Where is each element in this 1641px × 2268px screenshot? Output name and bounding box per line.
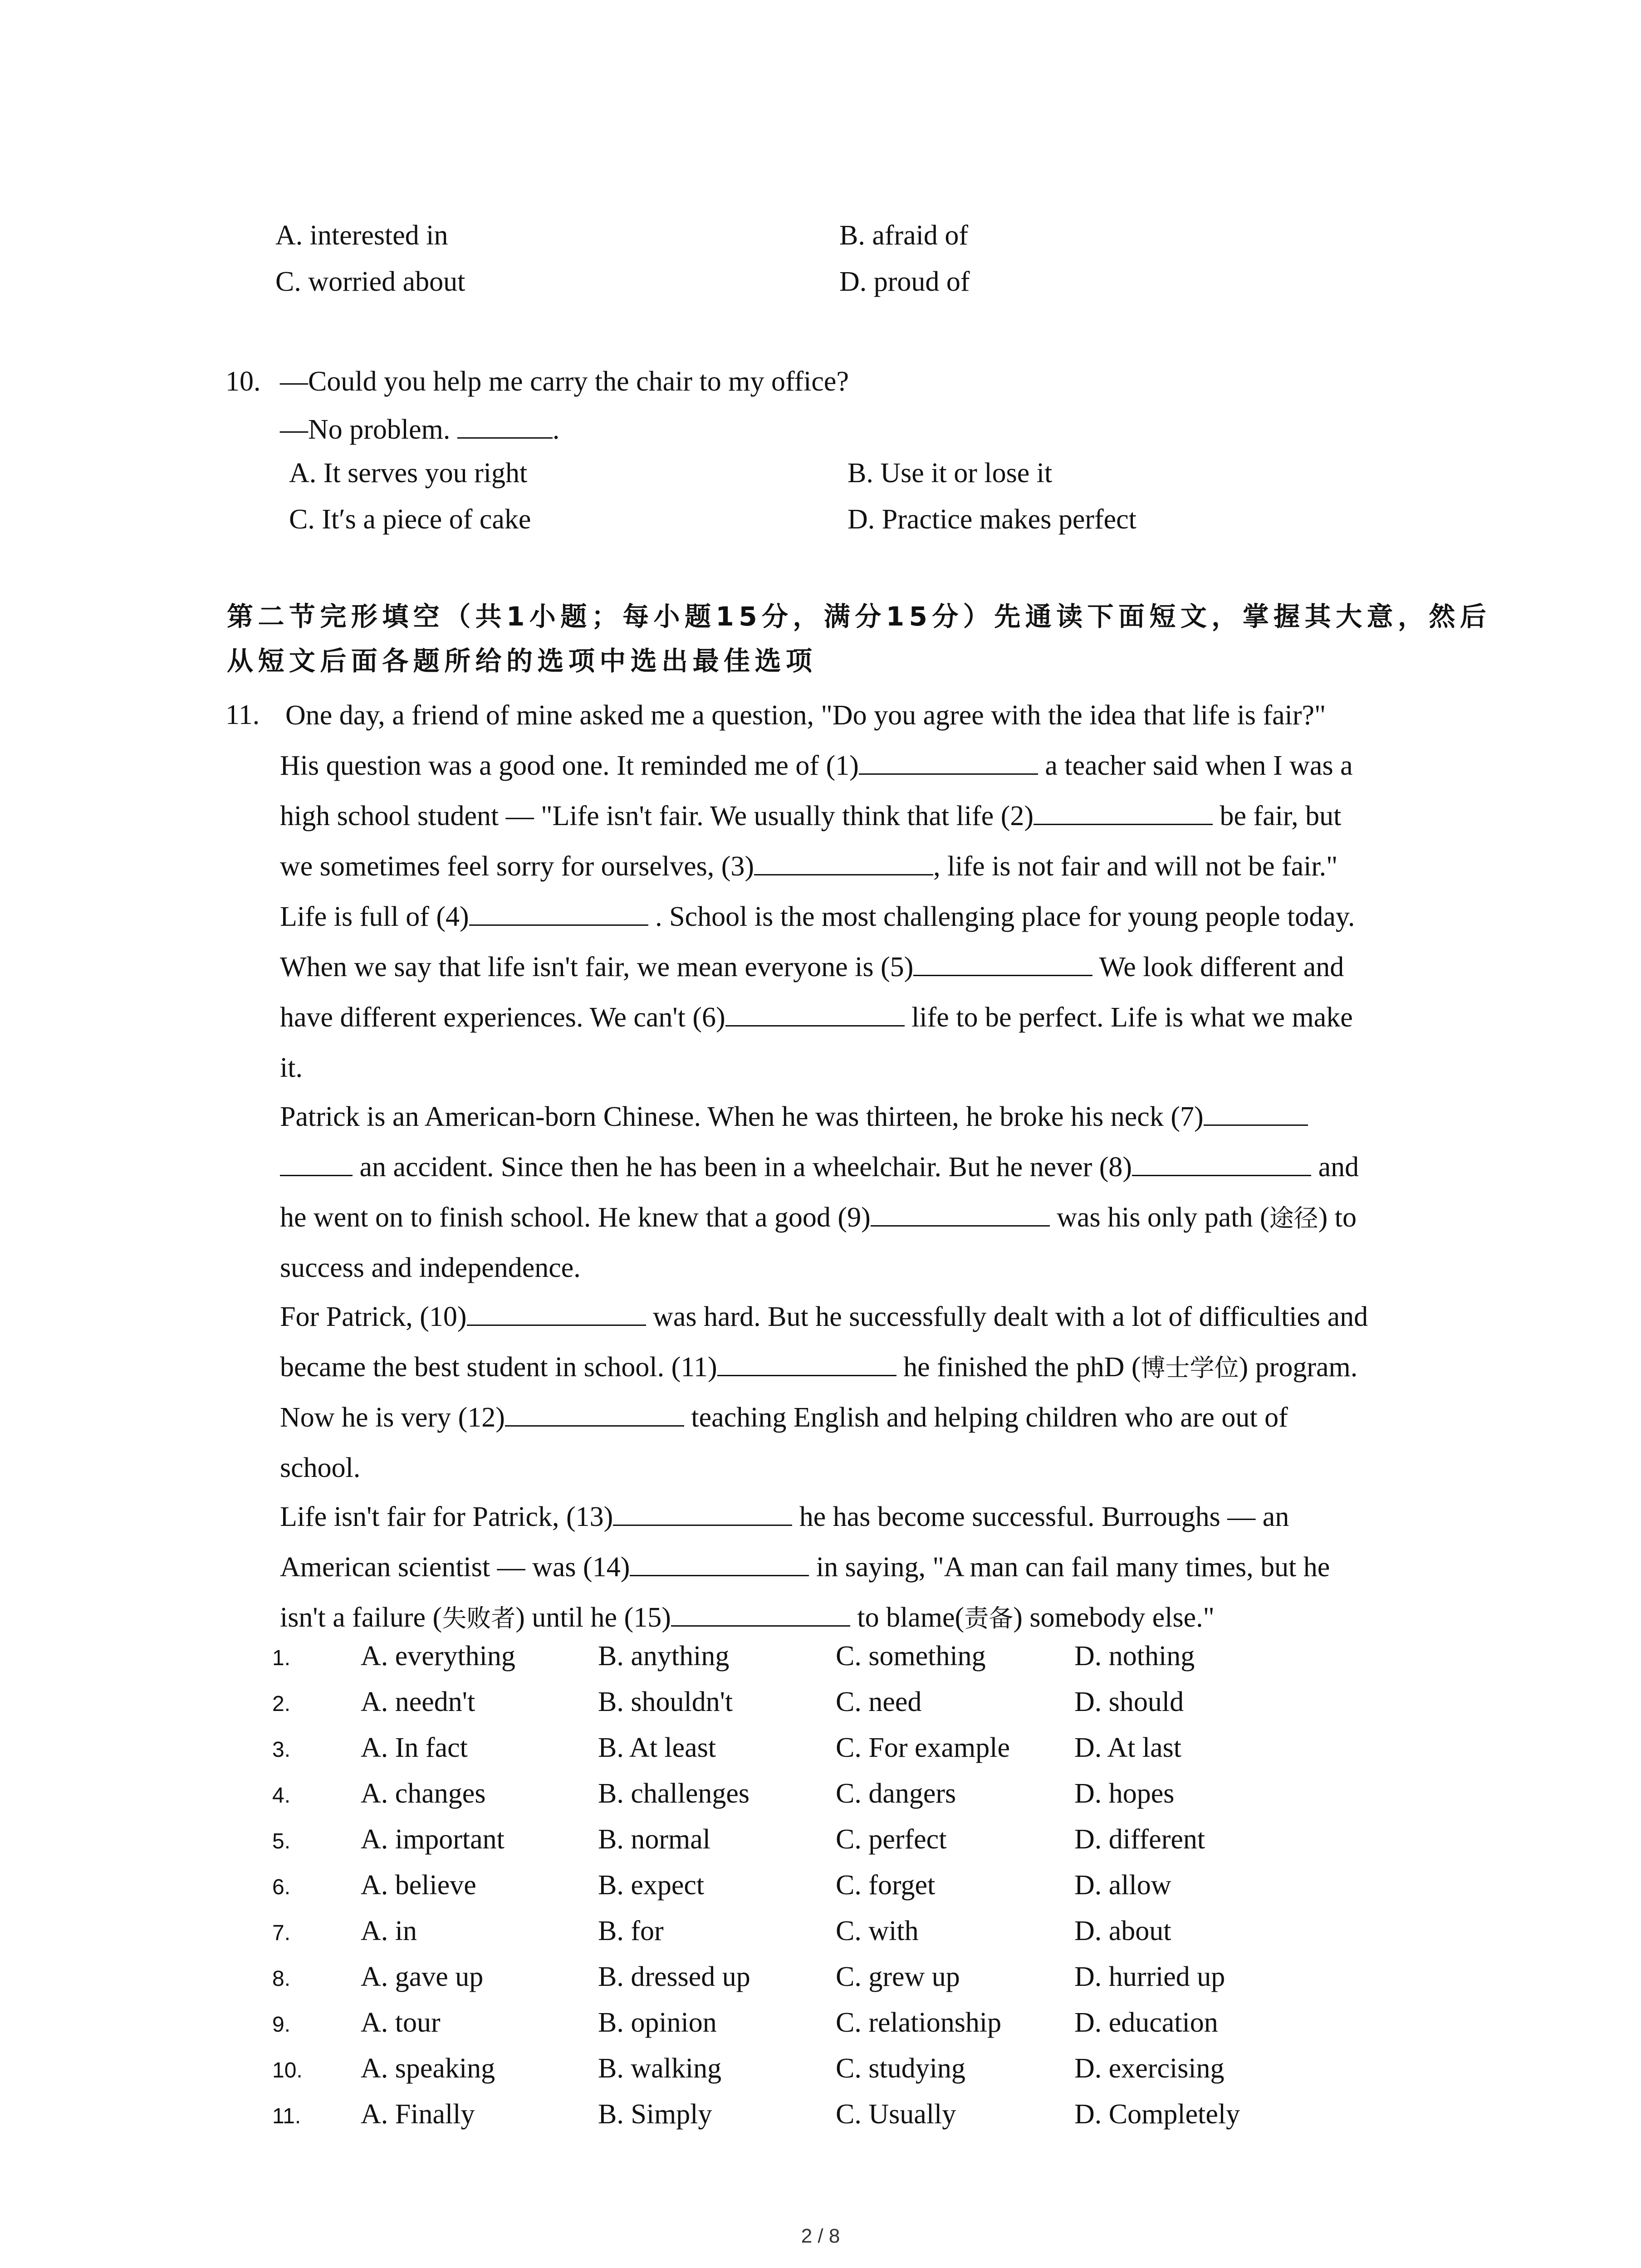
passage-text: he finished the phD ( — [896, 1352, 1141, 1383]
choice-3-b: B. At least — [598, 1732, 716, 1763]
answer-blank — [457, 414, 553, 439]
choice-8-b: B. dressed up — [598, 1961, 750, 1992]
chinese-gloss: 失败者 — [442, 1604, 516, 1633]
passage-line — [280, 1292, 1482, 1342]
choice-11-a: A. Finally — [361, 2099, 475, 2130]
q10-line2 — [280, 414, 559, 444]
choice-1-a: A. everything — [361, 1641, 515, 1672]
q9-option-b: B. afraid of — [839, 220, 969, 251]
choice-9-c: C. relationship — [836, 2007, 1002, 2038]
choice-7-d: D. about — [1074, 1916, 1171, 1946]
passage-line — [280, 1443, 1482, 1492]
choice-row-3 — [272, 1734, 290, 1762]
section-heading-line1: 第二节完形填空（共1小题；每小题15分，满分15分）先通读下面短文，掌握其大意，然后 — [227, 601, 1491, 632]
chinese-gloss: 责备 — [964, 1604, 1014, 1633]
choice-6-a: A. believe — [361, 1870, 476, 1901]
q10-option-b: B. Use it or lose it — [847, 458, 1053, 489]
passage-text: was his only path ( — [1049, 1202, 1269, 1233]
passage-line — [280, 1043, 1482, 1092]
choice-2-c: C. need — [836, 1686, 922, 1717]
choice-2-b: B. shouldn't — [598, 1686, 733, 1717]
passage-line — [280, 892, 1482, 942]
passage-line — [280, 1342, 1482, 1393]
choice-3-c: C. For example — [836, 1732, 1010, 1763]
answer-blank — [469, 901, 648, 926]
choice-11-d: D. Completely — [1074, 2099, 1240, 2130]
passage-text: American scientist — was (14) — [280, 1552, 630, 1583]
choice-2-d: D. should — [1074, 1686, 1184, 1717]
choice-number: 1. — [272, 1646, 291, 1670]
q10-line1: —Could you help me carry the chair to my office? — [280, 366, 849, 397]
answer-blank — [725, 1002, 905, 1026]
passage-text: and — [1311, 1152, 1359, 1183]
passage-text: Life is full of (4) — [280, 901, 469, 932]
choice-5-b: B. normal — [598, 1824, 710, 1855]
chinese-gloss: 博士学位 — [1141, 1354, 1239, 1382]
chinese-gloss: 途径 — [1269, 1204, 1318, 1232]
answer-blank — [630, 1551, 809, 1576]
passage-text: For Patrick, (10) — [280, 1301, 467, 1332]
passage-line — [280, 1393, 1482, 1443]
choice-4-a: A. changes — [361, 1778, 486, 1809]
section-heading-line2: 从短文后面各题所给的选项中选出最佳选项 — [227, 645, 817, 676]
choice-7-c: C. with — [836, 1916, 919, 1946]
passage-text: an accident. Since then he has been in a wheelchair. But he never (8) — [353, 1152, 1132, 1183]
choice-10-c: C. studying — [836, 2053, 965, 2084]
passage-text: One day, a friend of mine asked me a question, "Do you agree with the idea that life is fair?" — [285, 700, 1326, 731]
passage-text: in saying, "A man can fail many times, but he — [809, 1552, 1330, 1583]
choice-10-a: A. speaking — [361, 2053, 495, 2084]
answer-blank — [280, 1151, 353, 1176]
choice-1-c: C. something — [836, 1641, 986, 1672]
choice-9-d: D. education — [1074, 2007, 1218, 2038]
passage-text: . School is the most challenging place for young people today. — [648, 901, 1355, 932]
answer-blank — [717, 1351, 896, 1376]
choice-1-d: D. nothing — [1074, 1641, 1195, 1672]
choice-row-8 — [272, 1963, 290, 1991]
passage-text: high school student — "Life isn't fair. We usually think that life (2) — [280, 801, 1034, 831]
passage-text: ) to — [1318, 1202, 1357, 1233]
answer-blank — [1204, 1101, 1308, 1126]
passage-text: he has become successful. Burroughs — an — [792, 1501, 1289, 1532]
passage-line — [280, 1492, 1482, 1542]
passage-text: We look different and — [1092, 952, 1344, 982]
passage-text: be fair, but — [1213, 801, 1342, 831]
choice-number: 11. — [272, 2104, 301, 2128]
passage-text: Now he is very (12) — [280, 1402, 505, 1433]
passage-text: His question was a good one. It reminded me of (1) — [280, 750, 859, 781]
passage-text: When we say that life isn't fair, we mean everyone is (5) — [280, 952, 914, 982]
answer-blank — [1034, 800, 1213, 825]
choice-number: 10. — [272, 2058, 303, 2082]
passage-text: became the best student in school. (11) — [280, 1352, 717, 1383]
choice-number: 8. — [272, 1967, 291, 1991]
choice-row-10 — [272, 2054, 303, 2082]
choice-number: 7. — [272, 1921, 291, 1945]
passage-line — [280, 1542, 1482, 1593]
choice-9-a: A. tour — [361, 2007, 441, 2038]
passage-line — [280, 1193, 1482, 1243]
q9-option-d: D. proud of — [839, 266, 970, 297]
passage-text: a teacher said when I was a — [1038, 750, 1353, 781]
choice-5-c: C. perfect — [836, 1824, 947, 1855]
choice-row-4 — [272, 1779, 290, 1808]
passage-text: ) program. — [1239, 1352, 1358, 1383]
q10-option-c: C. It′s a piece of cake — [289, 504, 531, 535]
passage-text: success and independence. — [280, 1252, 581, 1283]
choice-8-a: A. gave up — [361, 1961, 484, 1992]
answer-blank — [613, 1501, 792, 1526]
passage-text: teaching English and helping children who are out of — [684, 1402, 1288, 1433]
passage-text: school. — [280, 1452, 361, 1483]
passage-line — [280, 1593, 1482, 1643]
passage-text: Patrick is an American-born Chinese. When he was thirteen, he broke his neck (7) — [280, 1101, 1204, 1132]
choice-row-7 — [272, 1917, 290, 1945]
passage-text: it. — [280, 1052, 303, 1083]
passage-line — [280, 1243, 1482, 1292]
choice-8-c: C. grew up — [836, 1961, 960, 1992]
q10-option-a: A. It serves you right — [289, 458, 528, 489]
choice-4-c: C. dangers — [836, 1778, 956, 1809]
q9-option-a: A. interested in — [275, 220, 448, 251]
passage-text: to blame( — [850, 1602, 965, 1633]
choice-row-6 — [272, 1871, 290, 1899]
q10-number: 10. — [225, 366, 261, 397]
passage-text: isn't a failure ( — [280, 1602, 442, 1633]
passage-line — [280, 690, 1482, 741]
passage-line — [280, 1092, 1482, 1142]
answer-blank — [505, 1402, 684, 1427]
q10-line2-prefix: —No problem. — [280, 414, 457, 445]
q10-option-d: D. Practice makes perfect — [847, 504, 1136, 535]
choice-11-b: B. Simply — [598, 2099, 712, 2130]
passage-text: was hard. But he successfully dealt with a lot of difficulties and — [646, 1301, 1368, 1332]
passage-line — [280, 992, 1482, 1043]
passage-text: , life is not fair and will not be fair." — [933, 851, 1338, 882]
choice-row-1 — [272, 1642, 290, 1670]
passage-line — [280, 741, 1482, 791]
q11-number: 11. — [225, 699, 260, 730]
cloze-passage — [280, 690, 1482, 1643]
choice-4-b: B. challenges — [598, 1778, 750, 1809]
answer-blank — [671, 1602, 850, 1627]
choice-7-a: A. in — [361, 1916, 417, 1946]
choice-number: 9. — [272, 2013, 291, 2037]
choice-8-d: D. hurried up — [1074, 1961, 1225, 1992]
passage-text: Life isn't fair for Patrick, (13) — [280, 1501, 613, 1532]
choice-3-d: D. At last — [1074, 1732, 1181, 1763]
passage-line — [280, 841, 1482, 892]
choice-10-d: D. exercising — [1074, 2053, 1225, 2084]
answer-blank — [913, 951, 1092, 976]
choice-6-c: C. forget — [836, 1870, 936, 1901]
answer-blank — [1132, 1151, 1311, 1176]
choice-5-d: D. different — [1074, 1824, 1205, 1855]
passage-text: ) somebody else." — [1013, 1602, 1215, 1633]
choice-number: 6. — [272, 1875, 291, 1899]
choice-row-5 — [272, 1825, 290, 1853]
choice-1-b: B. anything — [598, 1641, 730, 1672]
passage-line — [280, 1142, 1482, 1193]
choice-9-b: B. opinion — [598, 2007, 717, 2038]
choice-4-d: D. hopes — [1074, 1778, 1175, 1809]
choice-row-11 — [272, 2100, 301, 2128]
choice-6-d: D. allow — [1074, 1870, 1171, 1901]
choice-7-b: B. for — [598, 1916, 664, 1946]
choice-row-2 — [272, 1688, 290, 1716]
choice-number: 4. — [272, 1784, 291, 1808]
choice-2-a: A. needn't — [361, 1686, 475, 1717]
q10-line2-suffix: . — [552, 414, 560, 445]
passage-line — [280, 942, 1482, 992]
answer-blank — [467, 1301, 646, 1326]
choice-number: 5. — [272, 1829, 291, 1853]
passage-text: we sometimes feel sorry for ourselves, (3) — [280, 851, 754, 882]
page-number: 2 / 8 — [801, 2225, 840, 2247]
passage-line — [280, 791, 1482, 841]
passage-text: life to be perfect. Life is what we make — [904, 1002, 1353, 1033]
choice-number: 3. — [272, 1738, 291, 1762]
answer-blank — [859, 750, 1038, 775]
choice-5-a: A. important — [361, 1824, 505, 1855]
choice-10-b: B. walking — [598, 2053, 722, 2084]
answer-blank — [754, 850, 933, 875]
choice-11-c: C. Usually — [836, 2099, 956, 2130]
passage-text: ) until he (15) — [515, 1602, 671, 1633]
q9-option-c: C. worried about — [275, 266, 465, 297]
answer-blank — [871, 1202, 1050, 1227]
passage-text: he went on to finish school. He knew that a good (9) — [280, 1202, 871, 1233]
choice-number: 2. — [272, 1692, 291, 1716]
passage-text: have different experiences. We can't (6) — [280, 1002, 725, 1033]
choice-row-9 — [272, 2009, 290, 2037]
choice-6-b: B. expect — [598, 1870, 705, 1901]
choice-3-a: A. In fact — [361, 1732, 468, 1763]
